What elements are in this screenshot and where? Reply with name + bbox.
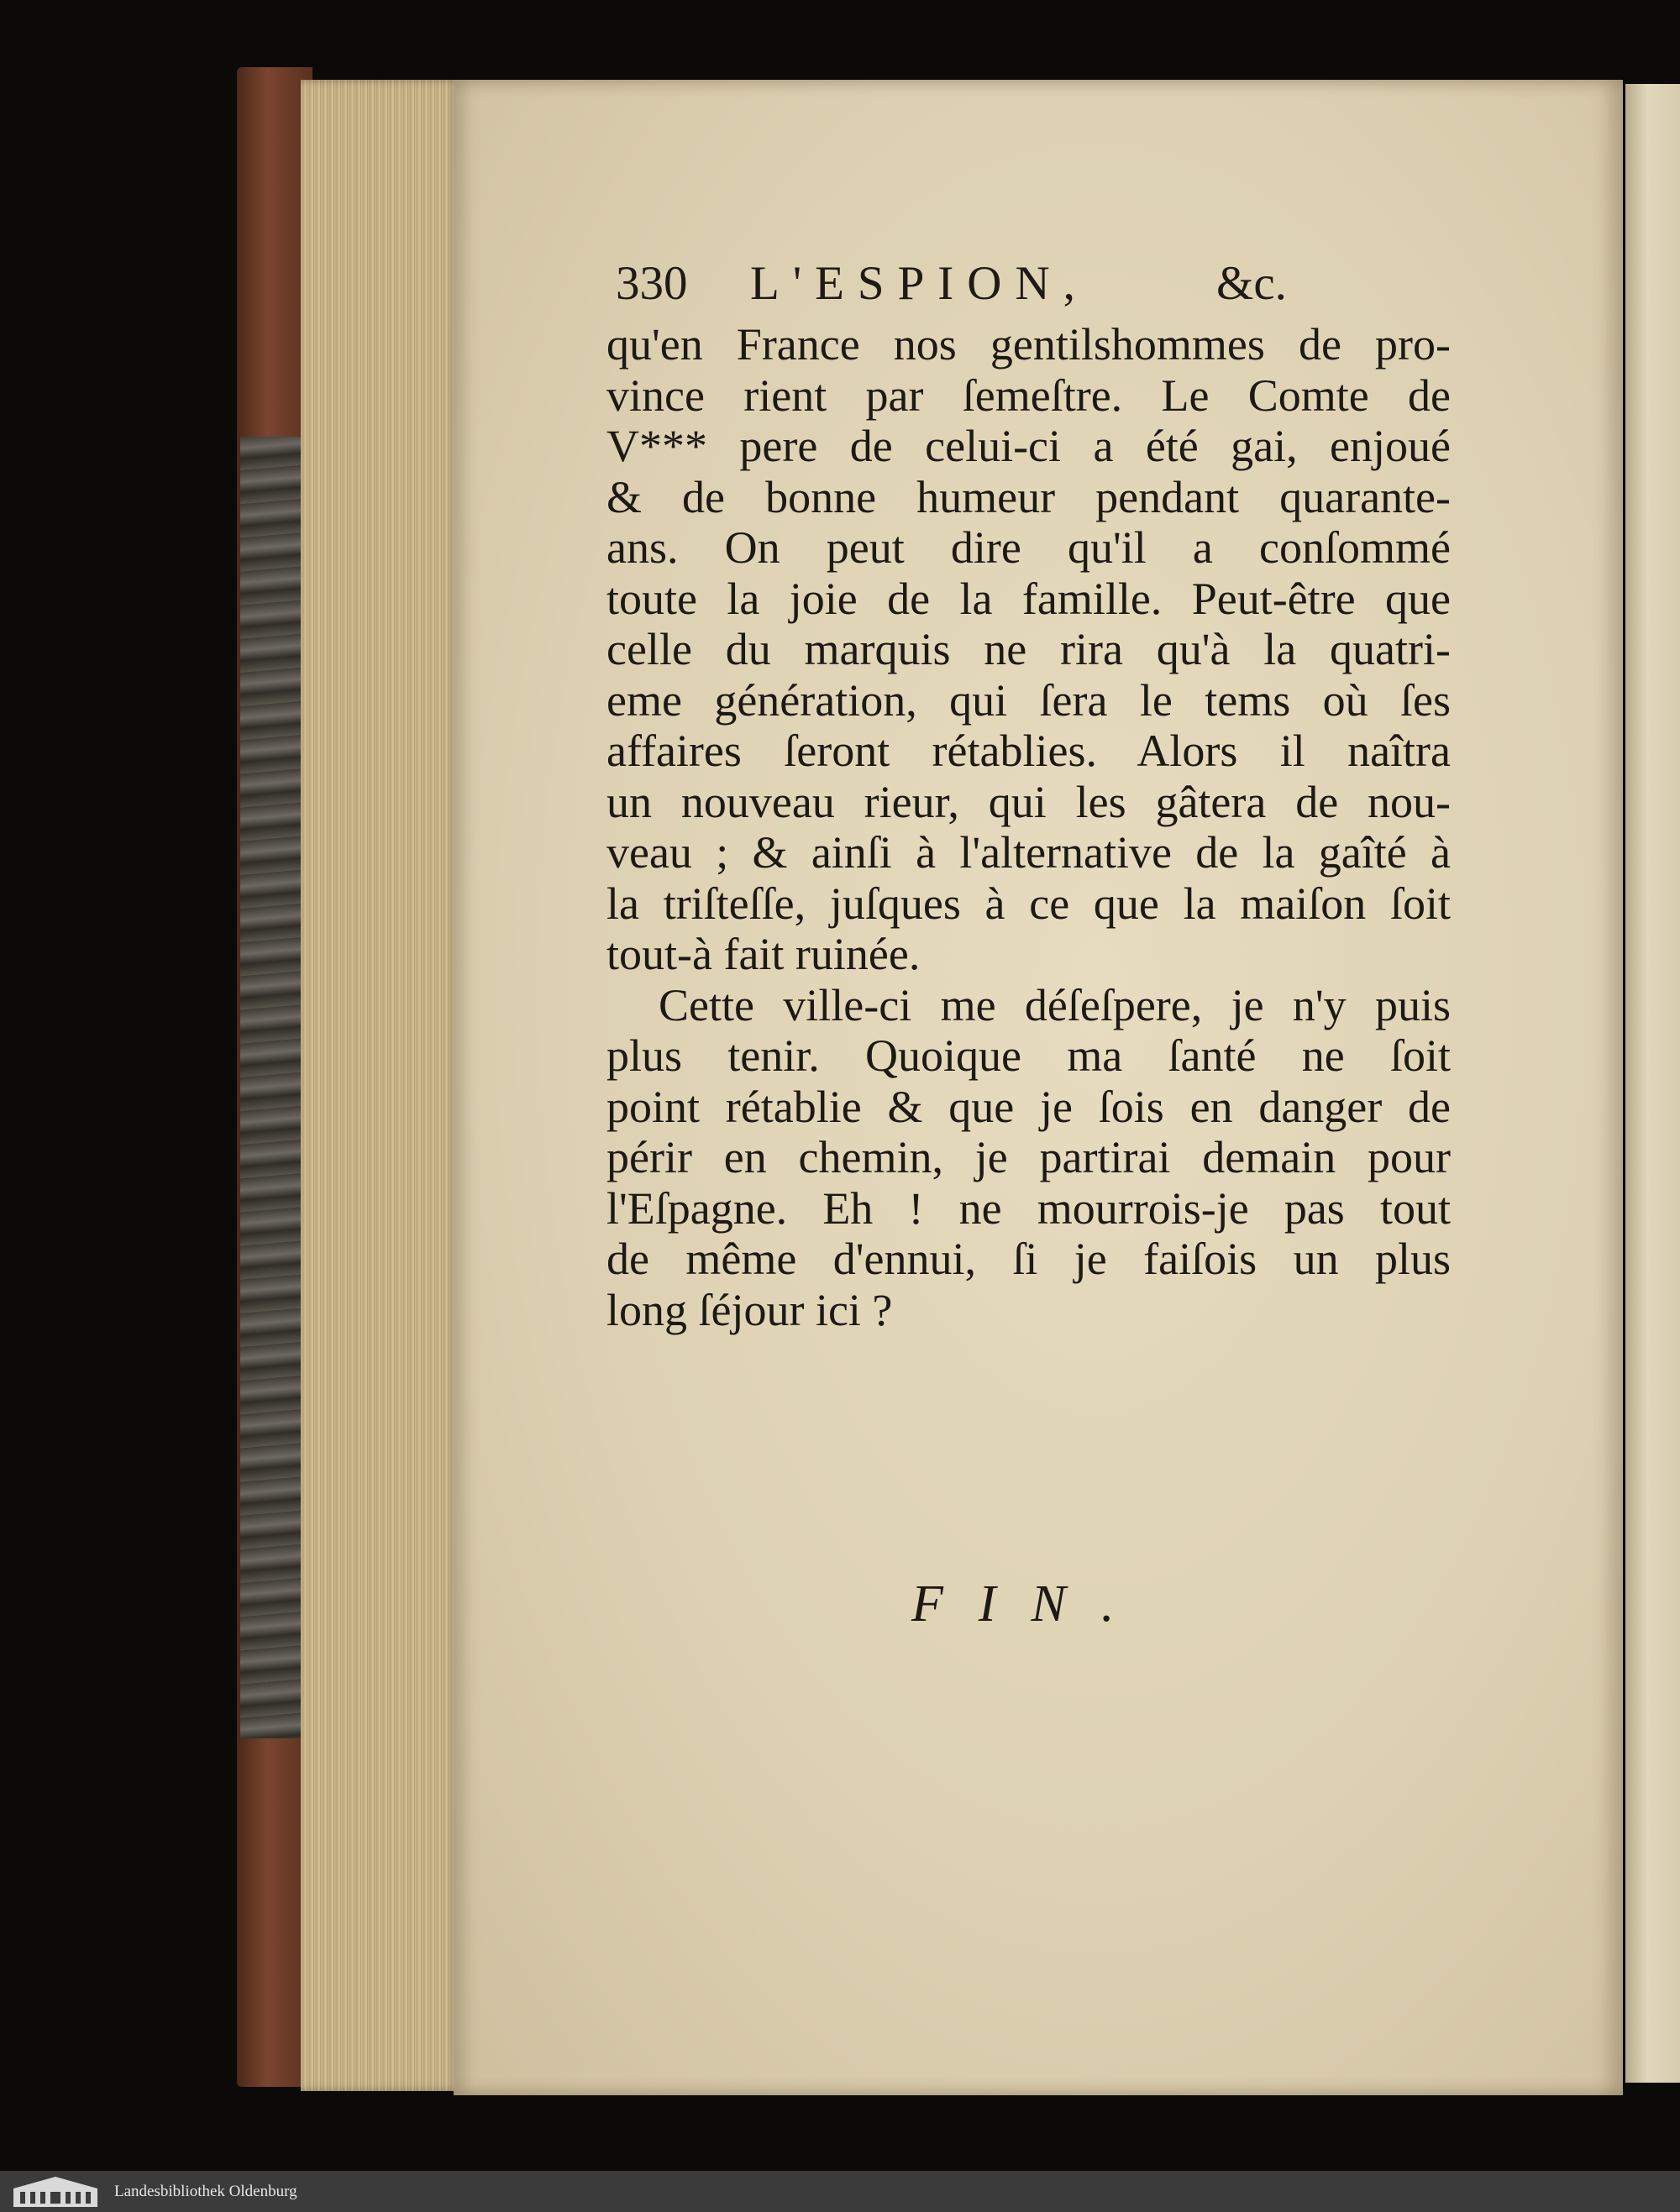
text-line: l'Eſpagne. Eh ! ne mourrois-je pas tout bbox=[606, 1182, 1451, 1234]
page-fore-edge bbox=[301, 80, 460, 2091]
text-line: toute la joie de la famille. Peut-être que bbox=[606, 573, 1451, 624]
text-line: qu'en France nos gentilshommes de pro- bbox=[606, 319, 1451, 370]
text-line: affaires ſeront rétablies. Alors il naîtra bbox=[606, 726, 1451, 776]
text-line: la triſteſſe, juſques à ce que la maiſon ſoit bbox=[606, 878, 1451, 929]
page-number: 330 bbox=[616, 257, 688, 310]
fin-marker: FIN. bbox=[911, 1575, 1150, 1633]
text-line: vince rient par ſemeſtre. Le Comte de bbox=[606, 370, 1451, 421]
text-line: V*** pere de celui-ci a été gai, enjoué bbox=[606, 421, 1451, 471]
text-line: tout-à fait ruinée. bbox=[606, 929, 921, 979]
text-line: plus tenir. Quoique ma ſanté ne ſoit bbox=[606, 1030, 1451, 1081]
text-line: long ſéjour ici ? bbox=[606, 1284, 893, 1335]
text-line: celle du marquis ne rira qu'à la quatri- bbox=[606, 624, 1451, 674]
running-head bbox=[616, 256, 1447, 315]
running-title-etc: &c. bbox=[1216, 257, 1287, 310]
text-line: un nouveau rieur, qui les gâtera de nou- bbox=[606, 776, 1451, 827]
text-line: ans. On peut dire qu'il a conſommé bbox=[606, 522, 1451, 573]
library-name: Landesbibliothek Oldenburg bbox=[114, 2182, 297, 2200]
marbled-paper bbox=[240, 437, 304, 1738]
text-line: point rétablie & que je ſois en danger de bbox=[606, 1081, 1451, 1132]
library-logo-icon bbox=[12, 2175, 99, 2209]
text-line: de même d'ennui, ſi je faiſois un plus bbox=[606, 1234, 1451, 1284]
text-line: & de bonne humeur pendant quarante- bbox=[606, 471, 1451, 522]
text-line: eme génération, qui ſera le tems où ſes bbox=[606, 674, 1451, 726]
text-line: veau ; & ainſi à l'alternative de la gaîté à bbox=[606, 827, 1451, 878]
footer-bar bbox=[0, 2171, 1680, 2212]
facing-page-edge bbox=[1625, 84, 1680, 2083]
running-title: L'ESPION, bbox=[750, 257, 1089, 310]
text-line: périr en chemin, je partirai demain pour bbox=[606, 1132, 1451, 1182]
text-line: Cette ville-ci me déſeſpere, je n'y puis bbox=[659, 979, 1451, 1030]
body-text bbox=[606, 319, 1451, 1335]
